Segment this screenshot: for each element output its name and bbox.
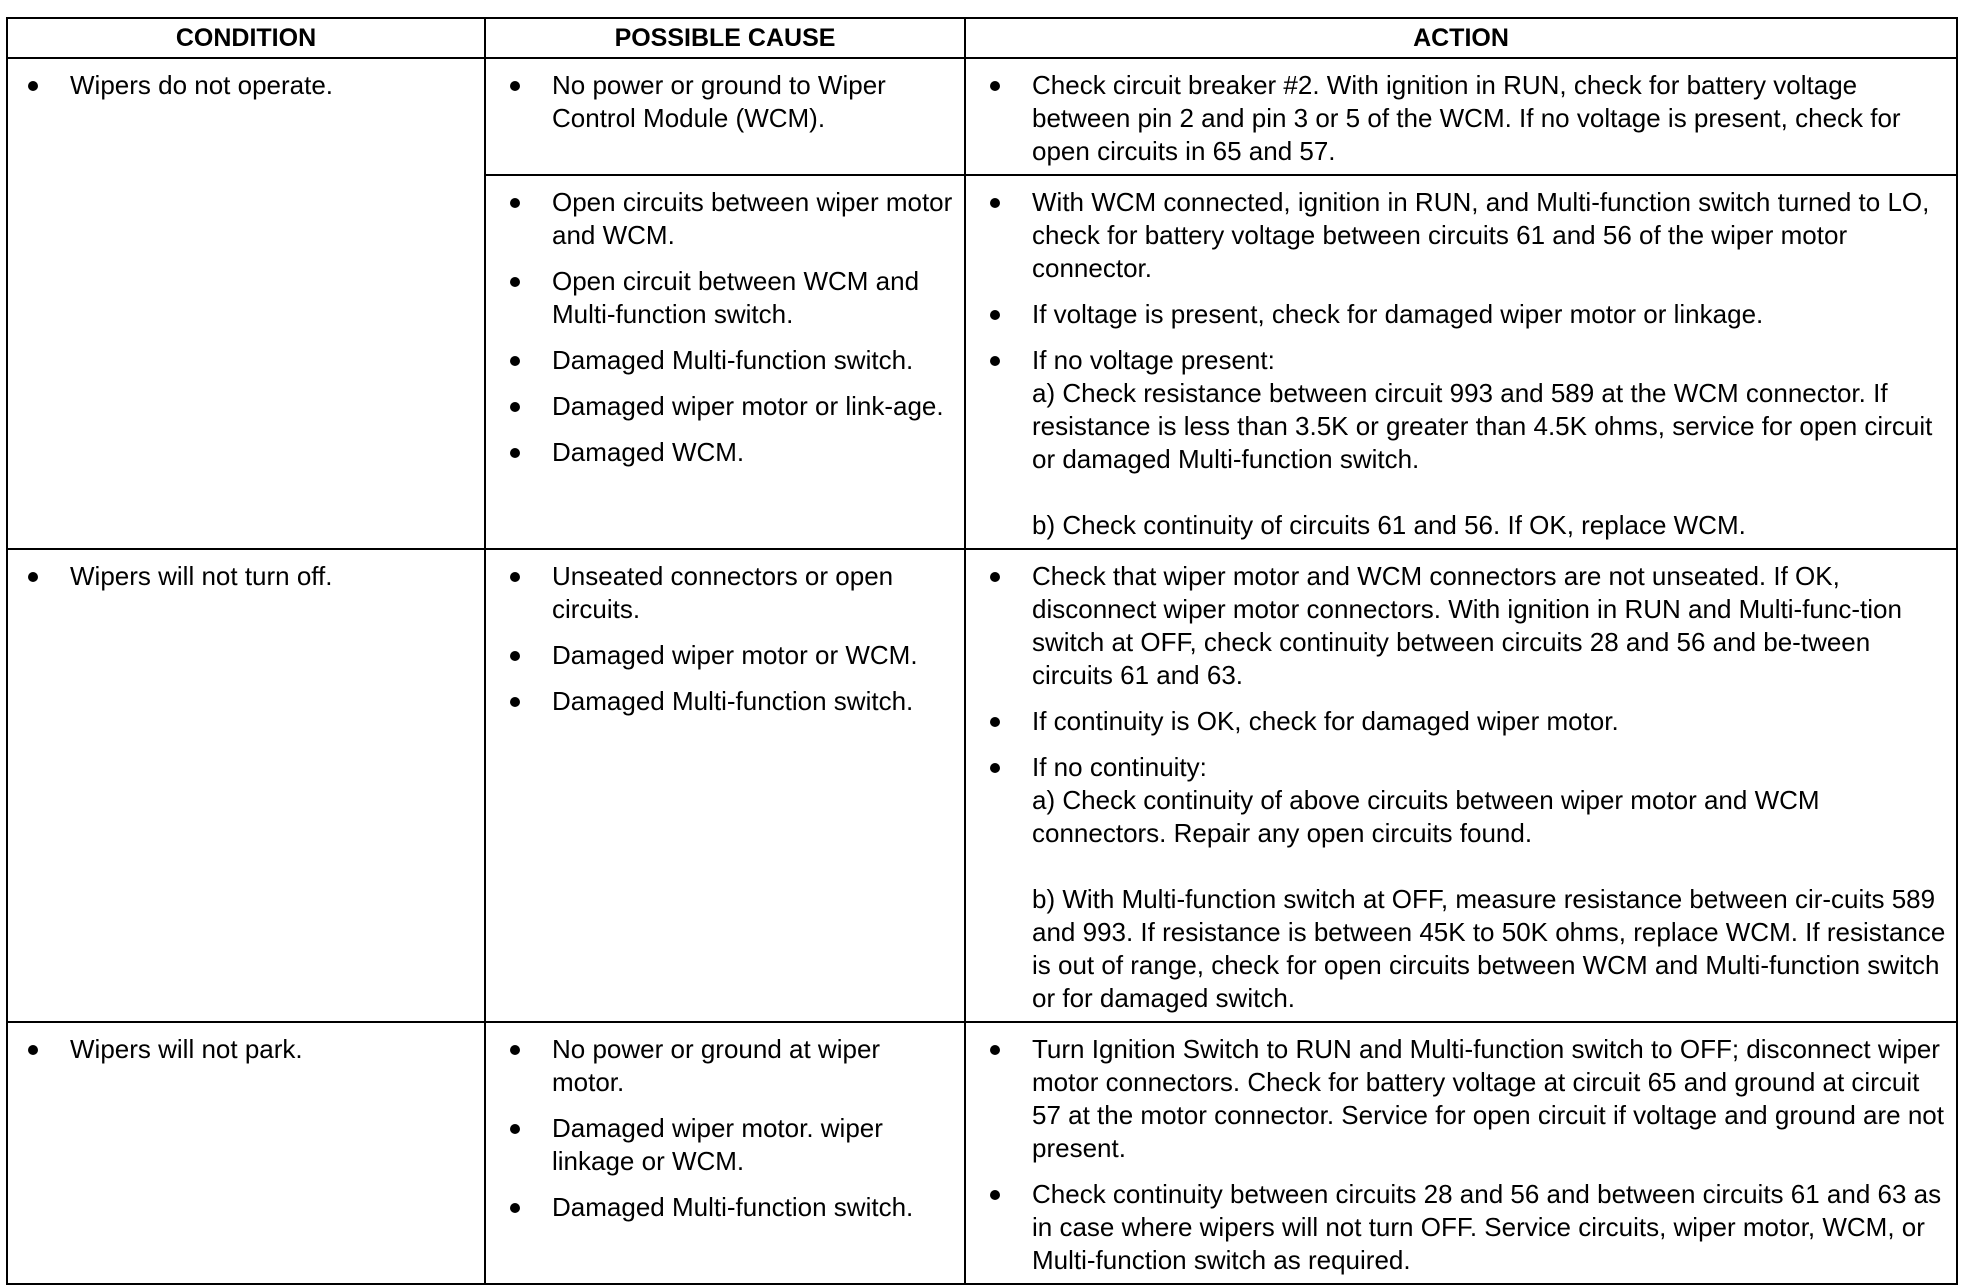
list-item: No power or ground at wiper motor. xyxy=(510,1033,958,1099)
list-item: With WCM connected, ignition in RUN, and Multi-function switch turned to LO, check for battery voltage between circuits 61 and 56 of the wiper motor connector. xyxy=(990,186,1950,285)
list-item: Damaged Multi-function switch. xyxy=(510,685,958,718)
list-item: If continuity is OK, check for damaged wiper motor. xyxy=(990,705,1950,738)
table-row xyxy=(7,58,1957,175)
bullet-icon xyxy=(510,697,520,707)
bullet-icon xyxy=(990,310,1000,320)
header-possible-cause: POSSIBLE CAUSE xyxy=(485,18,965,58)
list-item: Damaged WCM. xyxy=(510,436,958,469)
list-item: Damaged wiper motor. wiper linkage or WCM. xyxy=(510,1112,958,1178)
bullet-icon xyxy=(990,198,1000,208)
action-cell xyxy=(965,175,1957,549)
substep-b: b) Check continuity of circuits 61 and 56. If OK, replace WCM. xyxy=(1032,510,1746,540)
list-item: If no continuity: a) Check continuity of above circuits between wiper motor and WCM connectors. Repair any open circuits found. b) With Multi-function switch at OFF, measure resistance between cir-cuits 589 and 993. If resistance is between 45K to 50K ohms, replace WCM. If resistance is out of range, check for open circuits between WCM and Multi-function switch or for damaged switch. xyxy=(990,751,1950,1015)
substep-a: a) Check resistance between circuit 993 and 589 at the WCM connector. If resistance is less than 3.5K or greater than 4.5K ohms, service for open circuit or damaged Multi-function switch. xyxy=(1032,378,1933,474)
list-item: Damaged wiper motor or WCM. xyxy=(510,639,958,672)
bullet-icon xyxy=(990,356,1000,366)
list-item: Wipers do not operate. xyxy=(28,69,478,102)
header-action: ACTION xyxy=(965,18,1957,58)
action-cell xyxy=(965,58,1957,175)
header-row xyxy=(7,18,1957,58)
list-item: Open circuits between wiper motor and WCM. xyxy=(510,186,958,252)
bullet-icon xyxy=(28,572,38,582)
condition-cell xyxy=(7,58,485,549)
header-condition: CONDITION xyxy=(7,18,485,58)
bullet-icon xyxy=(510,1124,520,1134)
bullet-icon xyxy=(28,81,38,91)
list-item: Damaged wiper motor or link-age. xyxy=(510,390,958,423)
bullet-icon xyxy=(510,1203,520,1213)
bullet-icon xyxy=(990,81,1000,91)
list-item: Damaged Multi-function switch. xyxy=(510,344,958,377)
list-item: Damaged Multi-function switch. xyxy=(510,1191,958,1224)
bullet-icon xyxy=(510,277,520,287)
bullet-icon xyxy=(510,198,520,208)
list-item: Wipers will not turn off. xyxy=(28,560,478,593)
cause-cell xyxy=(485,58,965,175)
bullet-icon xyxy=(990,1190,1000,1200)
bullet-icon xyxy=(990,572,1000,582)
action-cell xyxy=(965,549,1957,1022)
table-row xyxy=(7,549,1957,1022)
cause-cell xyxy=(485,1022,965,1284)
list-item: Unseated connectors or open circuits. xyxy=(510,560,958,626)
list-item: Check continuity between circuits 28 and 56 and between circuits 61 and 63 as in case where wipers will not turn OFF. Service circuits, wiper motor, WCM, or Multi-function switch as required. xyxy=(990,1178,1950,1277)
list-item: Check circuit breaker #2. With ignition in RUN, check for battery voltage between pin 2 and pin 3 or 5 of the WCM. If no voltage is present, check for open circuits in 65 and 57. xyxy=(990,69,1950,168)
bullet-icon xyxy=(510,448,520,458)
cause-cell xyxy=(485,549,965,1022)
substep-a: a) Check continuity of above circuits between wiper motor and WCM connectors. Repair any open circuits found. xyxy=(1032,785,1820,848)
table-row xyxy=(7,1022,1957,1284)
list-item: If voltage is present, check for damaged wiper motor or linkage. xyxy=(990,298,1950,331)
list-item: If no voltage present: a) Check resistance between circuit 993 and 589 at the WCM connector. If resistance is less than 3.5K or greater than 4.5K ohms, service for open circuit or damaged Multi-function switch. b) Check continuity of circuits 61 and 56. If OK, replace WCM. xyxy=(990,344,1950,542)
condition-cell xyxy=(7,1022,485,1284)
bullet-icon xyxy=(510,572,520,582)
bullet-icon xyxy=(990,763,1000,773)
bullet-icon xyxy=(990,1045,1000,1055)
bullet-icon xyxy=(990,717,1000,727)
bullet-icon xyxy=(510,651,520,661)
troubleshooting-table xyxy=(6,17,1958,1285)
condition-cell xyxy=(7,549,485,1022)
list-item: Wipers will not park. xyxy=(28,1033,478,1066)
bullet-icon xyxy=(510,402,520,412)
bullet-icon xyxy=(28,1045,38,1055)
bullet-icon xyxy=(510,1045,520,1055)
action-cell xyxy=(965,1022,1957,1284)
list-item: Check that wiper motor and WCM connectors are not unseated. If OK, disconnect wiper motor connectors. With ignition in RUN and Multi-func-tion switch at OFF, check continuity between circuits 28 and 56 and be-tween circuits 61 and 63. xyxy=(990,560,1950,692)
cause-cell xyxy=(485,175,965,549)
substep-b: b) With Multi-function switch at OFF, measure resistance between cir-cuits 589 and 993. If resistance is between 45K to 50K ohms, replace WCM. If resistance is out of range, check for open circuits between WCM and Multi-function switch or for damaged switch. xyxy=(1032,884,1946,1013)
list-item: Open circuit between WCM and Multi-function switch. xyxy=(510,265,958,331)
list-item: No power or ground to Wiper Control Module (WCM). xyxy=(510,69,958,135)
bullet-icon xyxy=(510,81,520,91)
list-item: Turn Ignition Switch to RUN and Multi-function switch to OFF; disconnect wiper motor connectors. Check for battery voltage at circuit 65 and ground at circuit 57 at the motor connector. Service for open circuit if voltage and ground are not present. xyxy=(990,1033,1950,1165)
bullet-icon xyxy=(510,356,520,366)
